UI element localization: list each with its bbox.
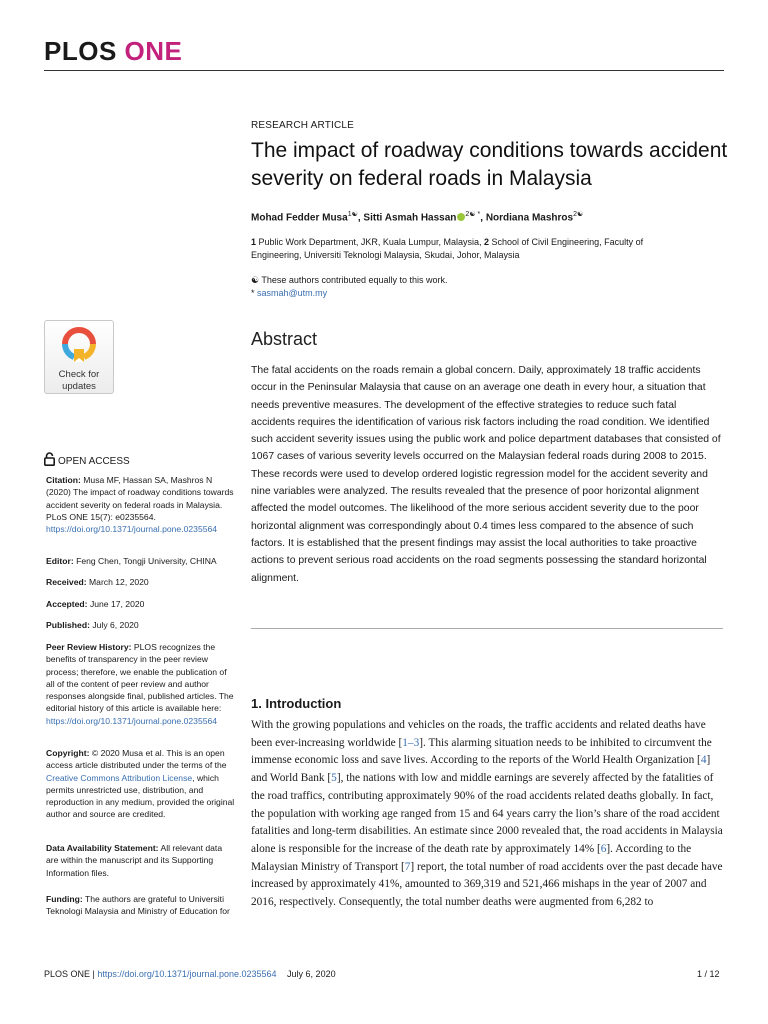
email-mark: * [251,288,255,298]
page-footer [44,969,336,979]
funding-block [46,893,236,918]
funding-text: The authors are grateful to Universiti Teknologi Malaysia and Ministry of Education for [46,894,230,917]
check-for-updates-badge[interactable] [44,320,114,394]
peer-review-link[interactable]: https://doi.org/10.1371/journal.pone.0235564 [46,715,218,726]
accepted-label: Accepted: [46,599,88,609]
author-name: Sitti Asmah Hassan [363,212,457,224]
intro-text: ]. This alarming situation needs to be inhibited to circumvent the immense economic loss and save lives. According to the reports of the World Health Organization [ [251,736,712,767]
footer-journal: PLOS ONE | [44,969,95,979]
funding-label: Funding: [46,894,83,904]
affiliation-text: School of Civil Engineering, Faculty of Engineering, Universiti Teknologi Malaysia, Skudai, Johor, Malaysia [251,237,644,260]
author-mark: 1☯ [347,211,358,218]
article-title: The impact of roadway conditions towards accident severity on federal roads in Malaysia [251,139,728,190]
intro-text: ] and World Bank [ [251,754,711,785]
badge-line-2: updates [62,381,96,392]
intro-text: ] report, the total number of road accidents over the past decade have increased by approximately 41%, amounted to 369,319 and 521,466 mishaps in the year of 2007 and 2016, respectively. Consequently, the total number deaths were augmented from 6,282 to [251,860,723,909]
header-divider [44,70,724,71]
author-notes [251,274,691,300]
editor-block [46,555,236,567]
footer-doi-link[interactable]: https://doi.org/10.1371/journal.pone.0235564 [97,969,277,979]
citation-ref[interactable]: 7 [404,860,411,873]
citation-ref[interactable]: 4 [700,754,707,767]
affiliations [251,236,691,262]
author-mark: 2☯ [573,211,584,218]
received-date: March 12, 2020 [89,577,149,587]
open-access-text: OPEN ACCESS [58,456,130,467]
received-label: Received: [46,577,87,587]
accepted-date: June 17, 2020 [89,599,145,609]
published-block [46,619,236,631]
author-mark: 2☯ * [465,211,481,218]
editor-text: Feng Chen, Tongji University, CHINA [76,556,217,566]
published-date: July 6, 2020 [92,620,139,630]
data-availability-label: Data Availability Statement: [46,843,159,853]
logo-plos: PLOS [44,36,117,66]
logo-one: ONE [124,36,183,66]
abstract-heading: Abstract [251,329,318,349]
copyright-block [46,747,236,821]
editor-label: Editor: [46,556,74,566]
citation-doi-link[interactable]: https://doi.org/10.1371/journal.pone.0235564 [46,524,218,535]
peer-review-block [46,641,236,727]
citation-ref[interactable]: 6 [600,842,607,855]
published-label: Published: [46,620,90,630]
introduction-body [251,717,723,912]
open-lock-icon [44,452,55,466]
citation-block [46,474,236,535]
citation-ref[interactable]: 1–3 [402,736,420,749]
affiliation-number: 1 [251,237,257,247]
corresponding-email-line [251,287,691,300]
copyright-text-end: , which permits unrestricted use, distribution, and reproduction in any medium, provided the original author and source are credited. [46,772,235,820]
intro-text: ], the nations with low and middle earnings are severely affected by the fatalities of the road traffics, contributing approximately 90% of the road accidents related deaths globally. In fact, the population with working age ranged from 15 and 64 years carry the lion’s share of the road accident fatalities and long-term disabilities. An estimate since 2000 revealed that, the road accidents in Malaysia alone is responsible for the increase of the death rate by approximately 14% [ [251,772,723,855]
accepted-block [46,598,236,610]
data-availability-text: All relevant data are within the manuscript and its Supporting Information files. [46,843,223,878]
introduction-heading: 1. Introduction [251,696,342,711]
author-name: Nordiana Mashros [485,212,574,224]
citation-label: Citation: [46,475,81,485]
journal-logo [44,36,182,67]
intro-text: ]. According to the Malaysian Ministry of Transport [ [251,842,692,873]
equal-contribution-note: ☯ These authors contributed equally to this work. [251,275,448,285]
article-type: RESEARCH ARTICLE [251,120,355,131]
data-availability-block [46,842,236,879]
badge-line-1: Check for [58,369,100,380]
license-link[interactable]: Creative Commons Attribution License [46,772,193,783]
crossmark-icon [62,327,96,363]
affiliation-text: Public Work Department, JKR, Kuala Lumpur, Malaysia, [258,237,482,247]
citation-ref[interactable]: 5 [331,772,337,785]
peer-review-label: Peer Review History: [46,642,132,652]
footer-date: July 6, 2020 [287,969,336,979]
peer-review-text: PLOS recognizes the benefits of transparency in the peer review process; therefore, we enable the publication of all of the content of peer review and author responses alongside final, published articles. The editorial history of this article is available here: [46,642,234,714]
received-block [46,576,236,588]
author-list: Mohad Fedder Musa$^{1☯}$, Sitti Asmah Hassan $^{2☯ *}$, Nordiana Mashros$^{2☯}$ [251,211,584,224]
copyright-text: © 2020 Musa et al. This is an open access article distributed under the terms of the [46,748,227,771]
abstract-divider [251,628,723,629]
abstract-body: The fatal accidents on the roads remain a global concern. Daily, approximately 18 traffic accidents occur in the Peninsular Malaysia that cause on an average one death in every hour, a situation that needs preventive measures. The development of the effective strategies to reduce such fatal accidents requires the identification of various risk factors including the road condition. We identified such accident severity issues using the public work and police department databases that consisted of 1067 cases of various severity levels occurred on the Malaysian federal roads during 2008 to 2015. These records were used to develop ordered logistic regression model for the accident severity and nine variables were analyzed. The results revealed that the presence of poor horizontal alignment affected the model outcomes. The likelihood of the more serious accident severity due to the poor horizontal alignment was correspondingly about 0.4 times less compared to the absence of such factors. It is established that the present findings may assist the local authorities to take proactive actions to prevent serious road accidents on the road segments possessing the standard horizontal alignment. [251,365,721,584]
citation-text: Musa MF, Hassan SA, Mashros N (2020) The impact of roadway conditions towards accident severity on federal roads in Malaysia. PLoS ONE 15(7): e0235564. [46,475,234,522]
page-number: 1 / 12 [697,969,720,979]
email-link[interactable]: sasmah@utm.my [257,288,328,298]
affiliation-number: 2 [483,237,489,247]
open-access-label [44,452,130,467]
author-name: Mohad Fedder Musa [251,212,348,224]
intro-text: With the growing populations and vehicles on the roads, the traffic accidents and related deaths have been ever-increasing worldwide [ [251,719,706,749]
copyright-label: Copyright: [46,748,90,758]
